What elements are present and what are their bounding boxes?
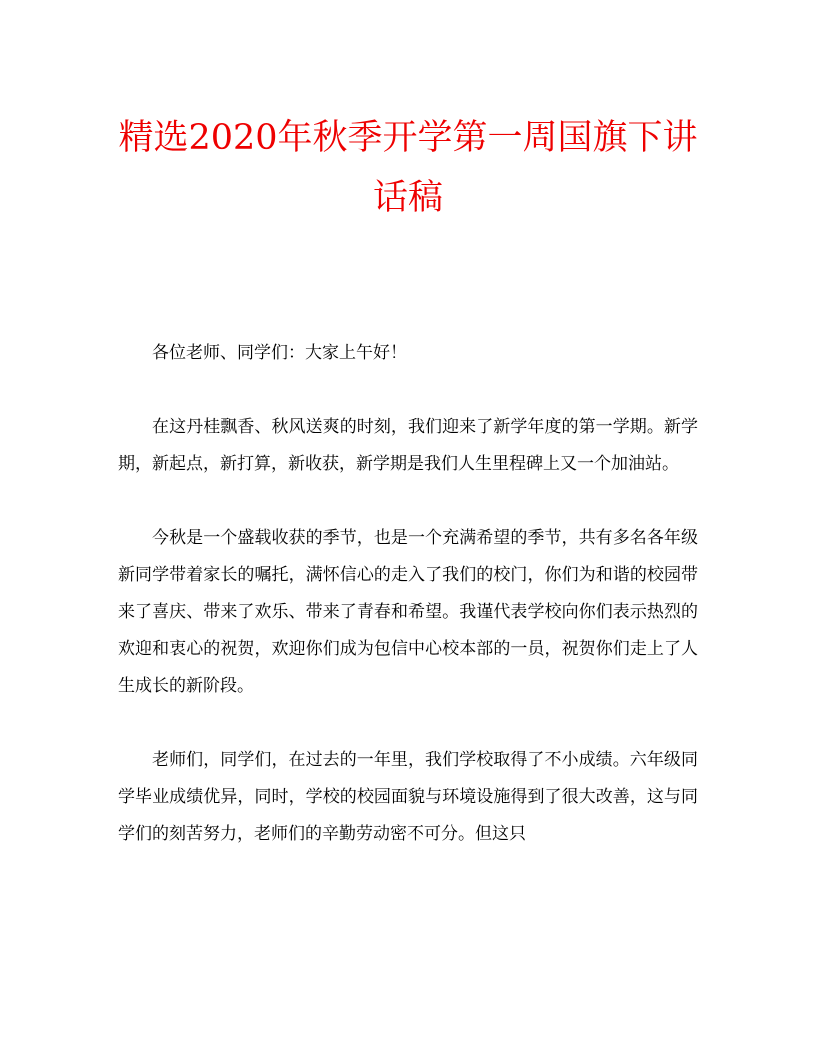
document-title: 精选2020年秋季开学第一周国旗下讲话稿 bbox=[118, 118, 698, 218]
paragraph-1: 在这丹桂飘香、秋风送爽的时刻，我们迎来了新学年度的第一学期。新学期，新起点，新打算，新收获，新学期是我们人生里程碑上又一个加油站。 bbox=[118, 417, 698, 474]
paragraph-2: 今秋是一个盛载收获的季节，也是一个充满希望的季节，共有多名各年级新同学带着家长的嘱托，满怀信心的走入了我们的校门，你们为和谐的校园带来了喜庆、带来了欢乐、带来了青春和希望。我谨代表学校向你们表示热烈的欢迎和衷心的祝贺，欢迎你们成为包信中心校本部的一员，祝贺你们走上了人生成长的新阶段。 bbox=[118, 528, 698, 696]
document-body bbox=[118, 335, 698, 890]
paragraph-greeting: 各位老师、同学们：大家上午好！ bbox=[152, 343, 407, 363]
paragraph-3: 老师们，同学们，在过去的一年里，我们学校取得了不小成绩。六年级同学毕业成绩优异，同时，学校的校园面貌与环境设施得到了很大改善，这与同学们的刻苦努力，老师们的辛勤劳动密不可分。但这只 bbox=[118, 750, 698, 844]
